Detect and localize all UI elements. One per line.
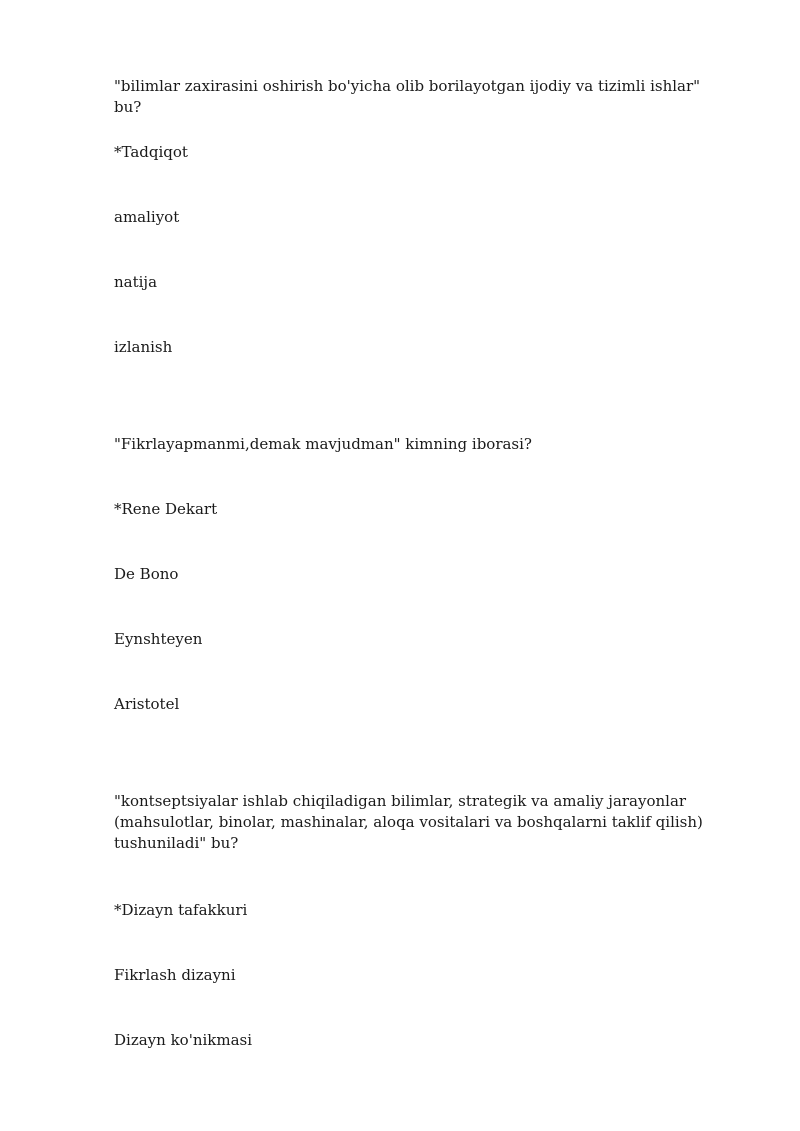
question-2-option-4: Aristotel [114, 695, 180, 713]
question-1-option-4: izlanish [114, 338, 173, 356]
question-2-text: "Fikrlayapmanmi,demak mavjudman" kimning iborasi? [114, 435, 532, 453]
question-3-option-2: Fikrlash dizayni [114, 966, 236, 984]
question-1-text: "bilimlar zaxirasini oshirish bo'yicha olib borilayotgan ijodiy va tizimli ishlar" bu? [114, 77, 705, 116]
question-1-option-1: *Tadqiqot [114, 143, 188, 161]
question-1-option-2: amaliyot [114, 208, 180, 226]
question-3-text: "kontseptsiyalar ishlab chiqiladigan bilimlar, strategik va amaliy jarayonlar (mahsulotlar, binolar, mashinalar, aloqa vositalari va boshqalarni taklif qilish) tushuniladi" bu? [114, 792, 708, 852]
question-3-option-3: Dizayn ko'nikmasi [114, 1031, 253, 1049]
question-1-option-3: natija [114, 273, 158, 291]
question-3-option-1: *Dizayn tafakkuri [114, 901, 248, 919]
question-2-option-2: De Bono [114, 565, 179, 583]
question-2-option-1: *Rene Dekart [114, 500, 218, 518]
question-2-option-3: Eynshteyen [114, 630, 203, 648]
